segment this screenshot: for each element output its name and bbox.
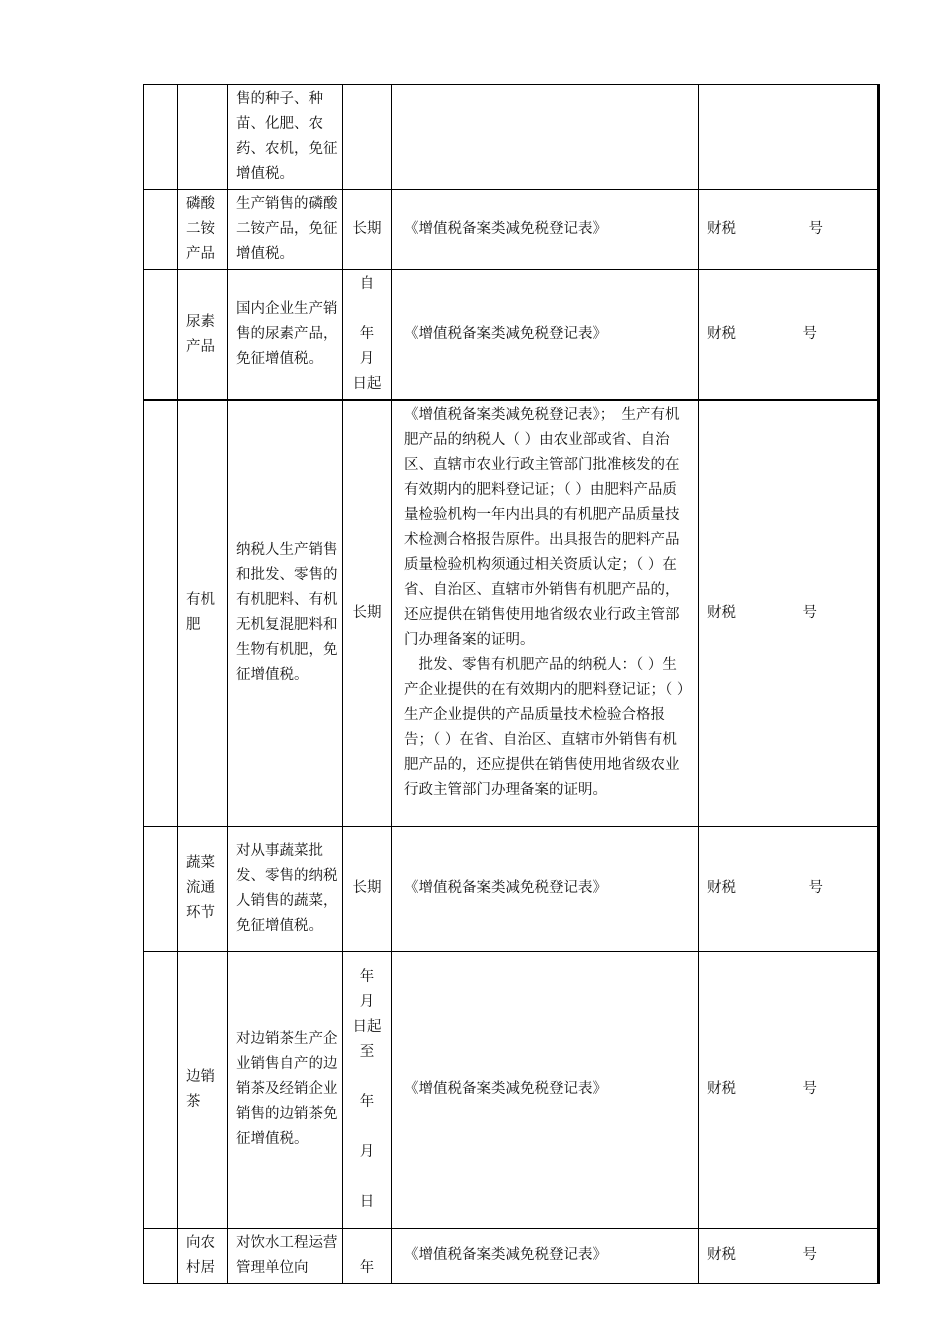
- item-name-cell: 边销茶: [178, 951, 228, 1228]
- document-suffix: 号: [808, 880, 823, 896]
- term-gap: [345, 297, 389, 322]
- table-row: [144, 826, 879, 951]
- term-cell: [343, 85, 392, 190]
- item-name-cell: 尿素产品: [178, 270, 228, 401]
- item-name-cell: 磷酸二铵产品: [178, 190, 228, 270]
- document-cell: [699, 190, 879, 270]
- term-gap: [345, 1115, 389, 1140]
- materials-cell: 《增值税备案类减免税登记表》: [392, 951, 699, 1228]
- materials-cell: 《增值税备案类减免税登记表》: [392, 190, 699, 270]
- document-cell: [699, 951, 879, 1228]
- document-suffix: 号: [802, 1081, 817, 1097]
- table-row: [144, 400, 879, 826]
- document-cell: [699, 826, 879, 951]
- description-cell: 生产销售的磷酸二铵产品，免征增值税。: [228, 190, 343, 270]
- term-cell: [343, 951, 392, 1228]
- document-number: [707, 1243, 817, 1268]
- document-number: [707, 1077, 817, 1102]
- term-line: 至: [359, 1043, 375, 1060]
- document-cell: [699, 270, 879, 401]
- materials-cell: 《增值税备案类减免税登记表》: [392, 270, 699, 401]
- term-line: 年: [359, 1259, 375, 1276]
- materials-paragraph: 《增值税备案类减免税登记表》； 生产有机肥产品的纳税人（ ）由农业部或省、自治区、直辖市农业行政主管部门批准核发的在有效期内的肥料登记证；（ ）由肥料产品质量检验机构一年内出具的有机肥产品质量技术检测合格报告原件。出具报告的肥料产品质量检验机构须通过相关资质认定；（ ）在省、自治区、直辖市外销售有机肥产品的，还应提供在销售使用地省级农业行政主管部门办理备案的证明。: [404, 407, 680, 648]
- document-number: [707, 601, 817, 626]
- index-cell: [144, 85, 178, 190]
- table-row: [144, 85, 879, 190]
- document-suffix: 号: [808, 221, 823, 237]
- term-gap: [345, 1065, 389, 1090]
- materials-cell: 《增值税备案类减免税登记表》: [392, 1228, 699, 1283]
- document-suffix: 号: [802, 1247, 817, 1263]
- materials-cell: [392, 400, 699, 826]
- document-prefix: 财税: [707, 604, 736, 621]
- term-gap: [345, 1165, 389, 1190]
- materials-cell: 《增值税备案类减免税登记表》: [392, 826, 699, 951]
- document-cell: [699, 400, 879, 826]
- table-row: [144, 270, 879, 401]
- term-line: 年: [359, 326, 375, 342]
- document-prefix: 财税: [707, 1247, 736, 1263]
- term-cell: [343, 270, 392, 401]
- index-cell: [144, 1228, 178, 1283]
- term-line: 自: [359, 276, 375, 292]
- index-cell: [144, 400, 178, 826]
- index-cell: [144, 190, 178, 270]
- index-cell: [144, 270, 178, 401]
- document-suffix: 号: [802, 326, 817, 342]
- term-cell: 长期: [343, 826, 392, 951]
- term-cell: [343, 1228, 392, 1283]
- document-prefix: 财税: [707, 221, 736, 237]
- description-cell: 对从事蔬菜批发、零售的纳税人销售的蔬菜，免征增值税。: [228, 826, 343, 951]
- index-cell: [144, 951, 178, 1228]
- description-cell: 售的种子、种苗、化肥、农药、农机，免征增值税。: [228, 85, 343, 190]
- term-line: 日起: [352, 376, 382, 392]
- materials-paragraph: 批发、零售有机肥产品的纳税人：（ ）生产企业提供的在有效期内的肥料登记证；（ ）生产企业提供的产品质量技术检验合格报告；（ ）在省、自治区、直辖市外销售有机肥产品的，还应提供在销售使用地省级农业行政主管部门办理备案的证明。: [404, 657, 685, 798]
- document-number: [707, 322, 817, 347]
- term-line: 月: [359, 1143, 375, 1160]
- term-cell: 长期: [343, 190, 392, 270]
- item-name-cell: 有机肥: [178, 400, 228, 826]
- term-line: 年: [359, 1093, 375, 1110]
- term-line: 日起: [352, 1018, 382, 1035]
- document-suffix: 号: [802, 604, 817, 621]
- item-name-cell: 蔬菜流通环节: [178, 826, 228, 951]
- term-line: 年: [359, 968, 375, 985]
- description-cell: 国内企业生产销售的尿素产品，免征增值税。: [228, 270, 343, 401]
- term-line: 月: [359, 993, 375, 1010]
- term-cell: 长期: [343, 400, 392, 826]
- document-prefix: 财税: [707, 326, 736, 342]
- document-number: [707, 217, 823, 242]
- document-cell: [699, 85, 879, 190]
- item-name-cell: [178, 85, 228, 190]
- item-name-cell: 向农村居: [178, 1228, 228, 1283]
- document-number: [707, 876, 823, 901]
- table-row: [144, 951, 879, 1228]
- description-cell: 对边销茶生产企业销售自产的边销茶及经销企业销售的边销茶免征增值税。: [228, 951, 343, 1228]
- tax-exemption-table-page: [143, 84, 878, 1284]
- materials-cell: [392, 85, 699, 190]
- document-cell: [699, 1228, 879, 1283]
- document-prefix: 财税: [707, 1081, 736, 1097]
- description-cell: 纳税人生产销售和批发、零售的有机肥料、有机 无机复混肥料和生物有机肥，免征增值税。: [228, 400, 343, 826]
- tax-exemption-table: [143, 84, 880, 1284]
- term-line: 日: [359, 1193, 375, 1210]
- description-cell: 对饮水工程运营管理单位向: [228, 1228, 343, 1283]
- term-line: 月: [359, 351, 375, 367]
- document-prefix: 财税: [707, 880, 736, 896]
- table-row: [144, 190, 879, 270]
- table-row: [144, 1228, 879, 1283]
- index-cell: [144, 826, 178, 951]
